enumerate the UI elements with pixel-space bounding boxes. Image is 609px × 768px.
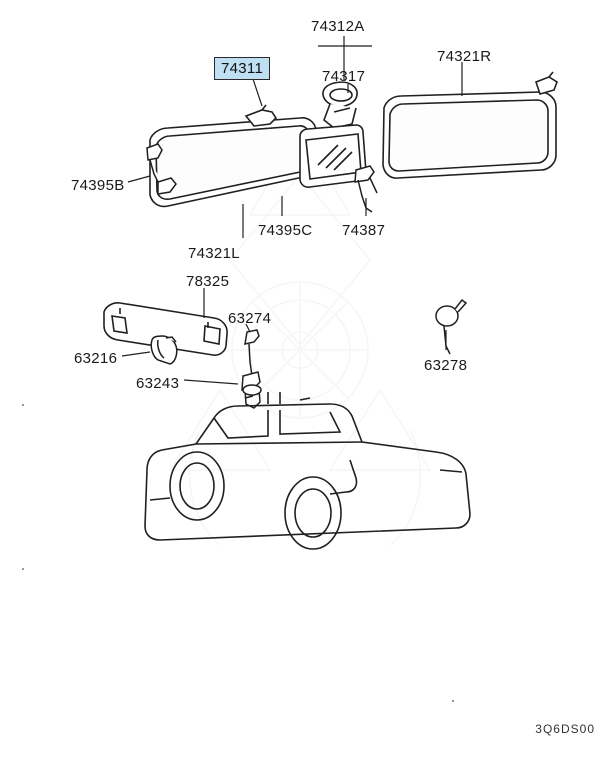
part-label-63216[interactable]: 63216: [74, 350, 118, 367]
part-label-74321R[interactable]: 74321R: [437, 48, 492, 65]
part-label-74311[interactable]: 74311: [214, 57, 270, 80]
diagram-code: 3Q6DS00: [535, 722, 595, 736]
part-label-63274[interactable]: 63274: [228, 310, 272, 327]
part-label-63243[interactable]: 63243: [136, 375, 180, 392]
registration-dot: [22, 568, 24, 570]
part-label-78325[interactable]: 78325: [186, 273, 230, 290]
part-label-74317[interactable]: 74317: [322, 68, 366, 85]
part-label-74395B[interactable]: 74395B: [71, 177, 125, 194]
part-label-74321L[interactable]: 74321L: [188, 245, 240, 262]
part-label-74395C[interactable]: 74395C: [258, 222, 313, 239]
part-label-74387[interactable]: 74387: [342, 222, 386, 239]
part-label-63278[interactable]: 63278: [424, 357, 468, 374]
registration-dot: [22, 404, 24, 406]
registration-dot: [452, 700, 454, 702]
part-label-74312A[interactable]: 74312A: [311, 18, 365, 35]
